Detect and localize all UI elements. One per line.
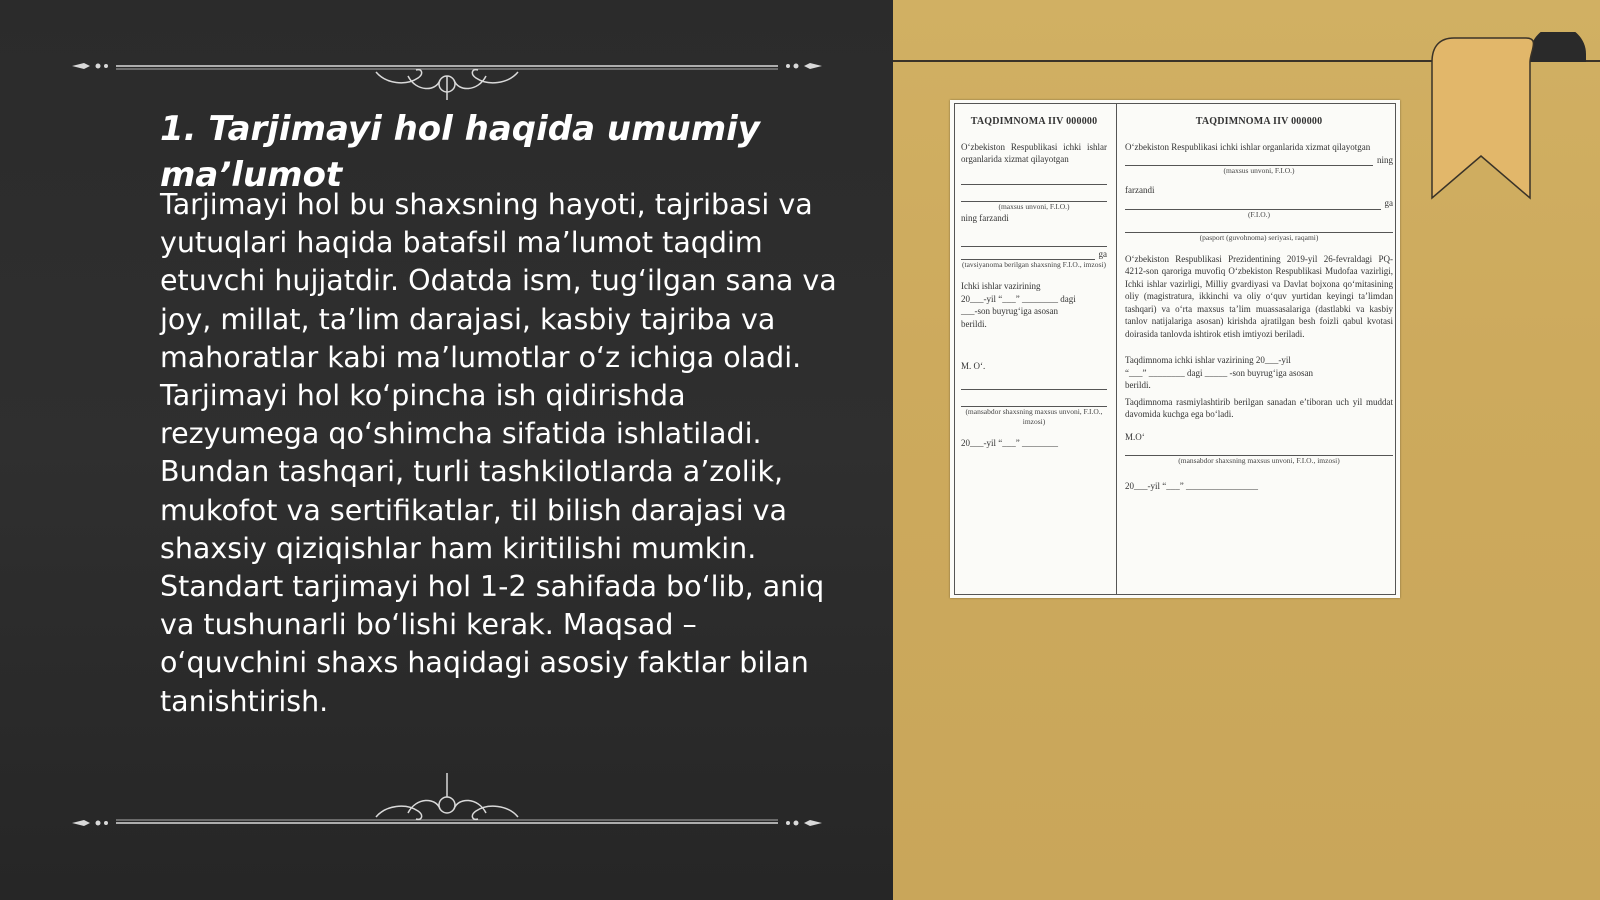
certificate-document-image: [950, 100, 1400, 598]
doc-right-intro: O‘zbekiston Respublikasi ichki ishlar organlarida xizmat qilayotgan: [1125, 141, 1371, 152]
doc-left-header: TAQDIMNOMA IIV 000000: [970, 116, 1098, 127]
slide-title: 1. Tarjimayi hol haqida umumiy ma’lumot: [160, 109, 760, 195]
doc-right-stamp: M.O‘: [1125, 431, 1145, 442]
doc-right-farzandi: farzandi: [1125, 185, 1155, 195]
doc-right-order-1: Taqdimnoma ichki ishlar vazirining 20___-yil: [1125, 355, 1291, 365]
doc-left-ga: ga: [1098, 248, 1107, 259]
slide-body-text: Tarjimayi hol bu shaxsning hayoti, tajribasi va yutuqlari haqida batafsil ma’lumot taqdim etuvchi hujjatdir. Odatda ism, tug‘ilgan sana va joy, millat, ta’lim darajasi, kasbiy tajriba va mahoratlar kabi ma’lumotlar o‘z ichiga oladi. Tarjimayi hol ko‘pincha ish qidirishda rezyumega qo‘shimcha sifatida ishlatiladi. Bundan tashqari, turli tashkilotlarda a’zolik, mukofot va sertifikatlar, til bilish darajasi va shaxsiy qiziqishlar ham kiritilishi mumkin. Standart tarjimayi hol 1-2 sahifada bo‘lib, aniq va tushunarli bo‘lishi kerak. Maqsad – o‘quvchini shaxs haqidagi asosiy faktlar bilan tanishtirish.: [160, 188, 837, 718]
doc-right-ga: ga: [1384, 198, 1393, 208]
bookmark-icon: [1430, 32, 1600, 202]
document-column-divider: [1116, 104, 1117, 594]
doc-left-order-3: ___-son buyrug‘iga asosan: [961, 306, 1058, 316]
ornament-divider-bottom-icon: [66, 773, 828, 833]
doc-left-farzandi: ning farzandi: [961, 212, 1009, 223]
doc-left-caption-official: (mansabdor shaxsning maxsus unvoni, F.I.O., imzosi): [965, 406, 1103, 426]
doc-right-validity: Taqdimnoma rasmiylashtirib berilgan sanadan e’tiboran uch yil muddat davomida kuchga ega bo‘ladi.: [1125, 396, 1393, 419]
doc-right-caption-official: (mansabdor shaxsning maxsus unvoni, F.I.O., imzosi): [1178, 456, 1340, 465]
doc-right-ning: ning: [1376, 154, 1393, 165]
doc-right-date: 20___-yil “___” ________________: [1125, 481, 1258, 491]
doc-left-caption-rank: (maxsus unvoni, F.I.O.): [998, 201, 1070, 211]
doc-left-order-1: Ichki ishlar vazirining: [961, 281, 1041, 291]
doc-right-header: TAQDIMNOMA IIV 000000: [1195, 116, 1323, 127]
document-left-column: [961, 116, 1107, 449]
ornament-divider-top-icon: [66, 40, 828, 100]
doc-left-caption-recipient: (tavsiyanoma berilgan shaxsning F.I.O., imzosi): [962, 260, 1106, 269]
doc-right-order-3: berildi.: [1125, 380, 1151, 390]
doc-left-order-4: berildi.: [961, 318, 987, 329]
doc-right-caption-fio: (F.I.O.): [1247, 209, 1271, 219]
doc-right-paragraph: O‘zbekiston Respublikasi Prezidentining 2019-yil 26-fevraldagi PQ-4212-son qaroriga muvofiq O‘zbekiston Respublikasi Mudofaa vazirligi, Ichki ishlar vazirligi, Milliy gvardiyasi va Davlat bojxona qo‘mitasining oliy (magistratura, ikkinchi va oliy o‘quv yurtidan keyingi ta’limdan tashqari) va o‘rta maxsus ta’lim muassasalariga (dastlabki va kasbiy tanlov natijalariga asosan) kirishda ajratilgan besh foizli qabul kvotasi doirasida tanlovda ishtirok etish imtiyozi beriladi.: [1125, 253, 1393, 339]
doc-left-order-2: 20___-yil “___” ________ dagi: [961, 293, 1076, 304]
doc-left-date: 20___-yil “___” ________: [961, 437, 1058, 448]
doc-right-caption-passport: (pasport (guvohnoma) seriyasi, raqami): [1199, 232, 1319, 242]
doc-left-stamp: M. O‘.: [961, 361, 986, 371]
doc-right-caption-rank: (maxsus unvoni, F.I.O.): [1223, 166, 1295, 175]
doc-right-order-2: “___” ________ dagi _____ -son buyrug‘iga asosan: [1125, 367, 1313, 378]
doc-left-intro: O‘zbekiston Respublikasi ichki ishlar organlarida xizmat qilayotgan: [961, 141, 1107, 164]
document-right-column: [1125, 116, 1393, 493]
